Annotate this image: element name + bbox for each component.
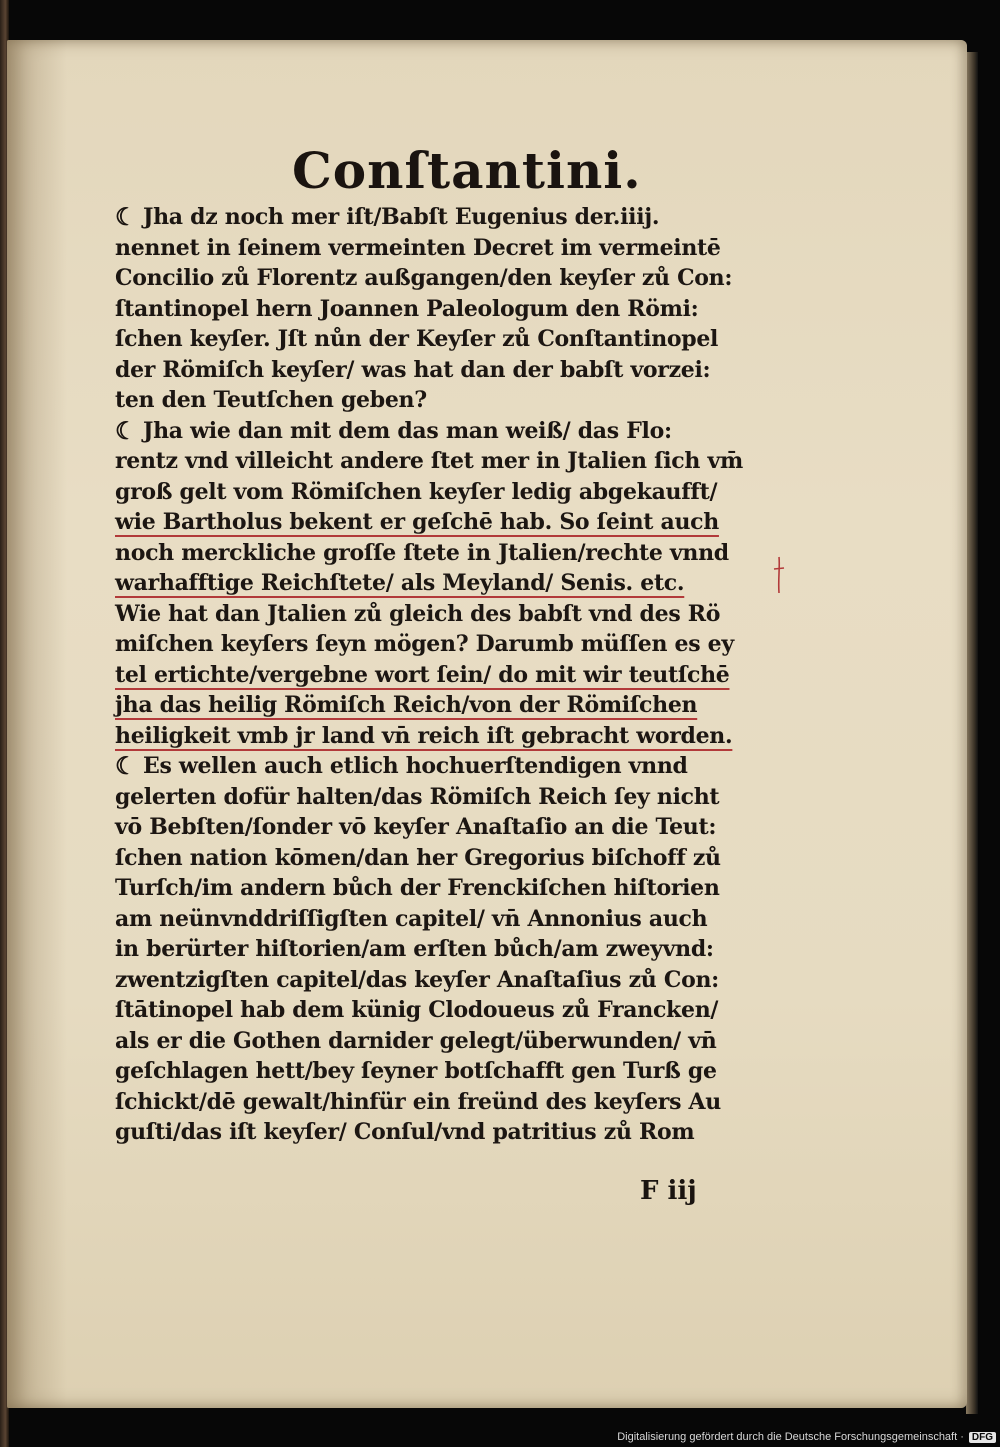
text-line: als er die Gothen darnider gelegt/überwunden/ vn̄ [115, 1027, 717, 1054]
text-line: gelerten dofür halten/das Römiſch Reich ſey nicht [115, 783, 720, 810]
text-line: tel ertichte/vergebne wort ſein/ do mit wir teutſchē [115, 661, 730, 688]
text-line: vō Bebſten/ſonder vō keyſer Anaſtaſio an die Teut: [115, 814, 717, 840]
text-line: ☾ Jha dz noch mer iſt/Babſt Eugenius der.iiij. [115, 202, 660, 231]
paragraph-mark-icon: ☾ [115, 751, 137, 780]
text-line: am neünvnddriſſigſten capitel/ vn̄ Annonius auch [115, 905, 708, 932]
text-line: guſti/das iſt keyſer/ Conſul/vnd patritius zů Rom [115, 1119, 695, 1145]
paragraph-mark-icon: ☾ [115, 415, 137, 445]
dfg-logo: DFG [969, 1432, 996, 1443]
text-line: jha das heilig Römiſch Reich/von der Römiſchen [115, 692, 698, 718]
text-line: noch merckliche groſſe ſtete in Jtalien/rechte vnnd [115, 539, 729, 566]
text-line: geſchlagen hett/bey ſeyner botſchafft gen Turß ge [115, 1058, 717, 1084]
footer-bar [600, 1427, 1000, 1447]
text-line: ☾ Jha wie dan mit dem das man weiß/ das Flo: [115, 415, 672, 445]
funding-credit: Digitalisierung gefördert durch die Deutsche Forschungsgemeinschaft · [617, 1431, 964, 1443]
text-block [115, 202, 765, 1148]
text-line: rentz vnd villeicht andere ſtet mer in Jtalien ſich vm̄ [115, 448, 743, 474]
paragraph-mark-icon: ☾ [115, 202, 137, 231]
margin-annotation-icon [772, 555, 786, 595]
text-line: wie Bartholus bekent er geſchē hab. So ſeint auch [115, 509, 719, 535]
text-line: ſtātinopel hab dem künig Clodoueus zů Francken/ [115, 997, 719, 1023]
text-line: der Römiſch keyſer/ was hat dan der babſt vorzei: [115, 356, 711, 383]
text-line: ſchickt/dē gewalt/hinfür ein freünd des keyſers Au [115, 1088, 721, 1115]
text-line: nennet in ſeinem vermeinten Decret im vermeintē [115, 234, 721, 261]
text-line: ☾ Es wellen auch etlich hochuerſtendigen vnnd [115, 751, 688, 780]
text-line: warhafftige Reichſtete/ als Meyland/ Senis. etc. [115, 570, 685, 596]
text-line: in berürter hiſtorien/am erſten bůch/am zweyvnd: [115, 936, 714, 962]
text-line: Concilio zů Florentz außgangen/den keyſer zů Con: [115, 265, 733, 291]
text-line: ſchen nation kōmen/dan her Gregorius biſchoff zů [115, 844, 721, 871]
text-line: Wie hat dan Jtalien zů gleich des babſt vnd des Rö [115, 600, 721, 627]
text-line: heiligkeit vmb jr land vn̄ reich iſt gebracht worden. [115, 722, 733, 749]
text-line: ten den Teutſchen geben? [115, 387, 427, 413]
signature-mark: F iij [640, 1176, 697, 1206]
book-edge-right [966, 52, 978, 1414]
text-line: ſtantinopel hern Joannen Paleologum den Römi: [115, 295, 699, 322]
page-title: Conſtantini. [292, 141, 642, 200]
text-line: zwentzigſten capitel/das keyſer Anaſtaſius zů Con: [115, 966, 719, 993]
text-line: Turſch/im andern bůch der Frenckiſchen hiſtorien [115, 875, 720, 901]
text-line: miſchen keyſers ſeyn mögen? Darumb müſſen es ey [115, 631, 734, 657]
text-line: ſchen keyſer. Jſt nůn der Keyſer zů Conſtantinopel [115, 326, 719, 352]
text-line: groß gelt vom Römiſchen keyſer ledig abgekaufft/ [115, 478, 718, 505]
